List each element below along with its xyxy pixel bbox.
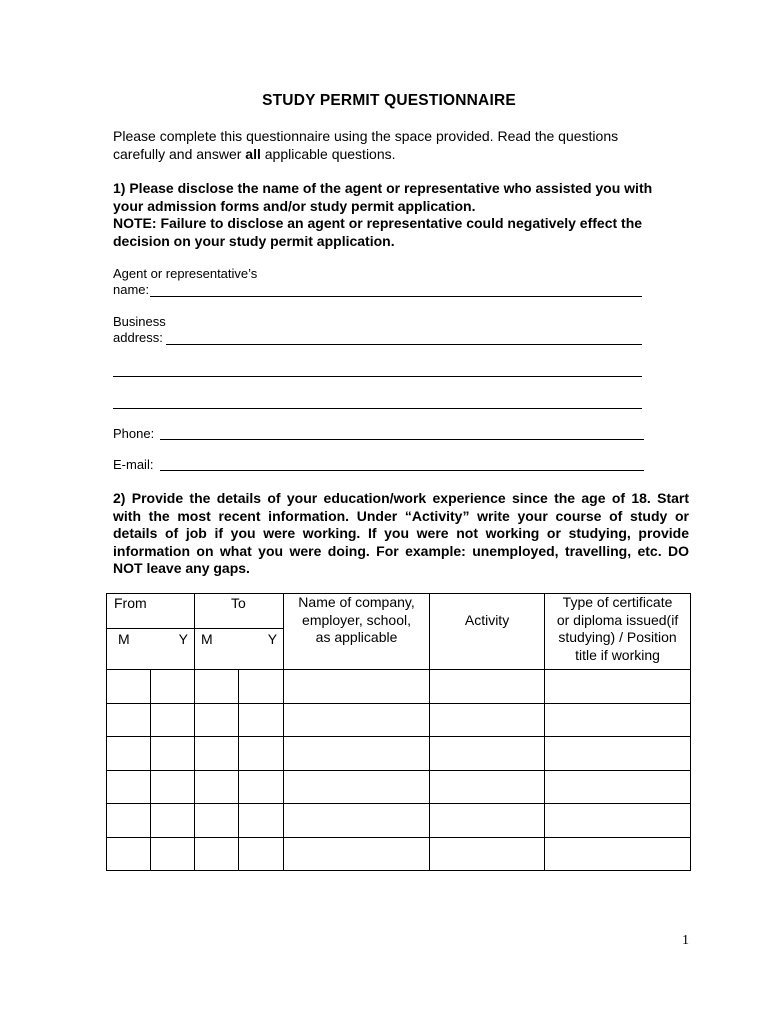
- company-cell[interactable]: [284, 804, 430, 838]
- to-month-cell[interactable]: [195, 670, 239, 704]
- business-address-label: [113, 314, 166, 346]
- header-to-label: To: [231, 595, 246, 611]
- certificate-cell[interactable]: [545, 837, 691, 871]
- intro-text-end: applicable questions.: [260, 146, 396, 162]
- certificate-cell[interactable]: [545, 770, 691, 804]
- from-month-cell[interactable]: [107, 737, 151, 771]
- business-address-field-2[interactable]: [113, 376, 642, 377]
- to-year-cell[interactable]: [239, 770, 284, 804]
- intro-line-2: [113, 145, 673, 163]
- to-month-label: M: [201, 631, 213, 647]
- company-cell[interactable]: [284, 670, 430, 704]
- from-year-cell[interactable]: [151, 703, 195, 737]
- business-address-label-line-2: address:: [113, 330, 163, 345]
- header-certificate-line-1: Type of certificate: [562, 594, 673, 610]
- from-year-cell[interactable]: [151, 804, 195, 838]
- agent-name-label: [113, 266, 257, 298]
- to-year-label: Y: [267, 631, 278, 647]
- certificate-cell[interactable]: [545, 737, 691, 771]
- activity-cell[interactable]: [430, 770, 545, 804]
- company-cell[interactable]: [284, 837, 430, 871]
- agent-name-field[interactable]: [150, 296, 642, 297]
- from-month-cell[interactable]: [107, 670, 151, 704]
- header-company-line-2: employer, school,: [302, 611, 411, 628]
- to-month-cell[interactable]: [195, 804, 239, 838]
- activity-cell[interactable]: [430, 703, 545, 737]
- header-certificate: [545, 594, 691, 670]
- to-year-cell[interactable]: [239, 670, 284, 704]
- certificate-cell[interactable]: [545, 703, 691, 737]
- from-year-cell[interactable]: [151, 837, 195, 871]
- certificate-cell[interactable]: [545, 670, 691, 704]
- certificate-cell[interactable]: [545, 804, 691, 838]
- from-month-label: M: [118, 631, 130, 647]
- table-row: [107, 804, 691, 838]
- header-certificate-line-3: studying) / Position: [558, 629, 677, 645]
- page-number: 1: [682, 933, 689, 948]
- email-label: E-mail:: [113, 457, 154, 472]
- phone-field[interactable]: [160, 439, 644, 440]
- company-cell[interactable]: [284, 703, 430, 737]
- table-row: [107, 703, 691, 737]
- from-year-label: Y: [178, 631, 189, 647]
- business-address-field-1[interactable]: [166, 344, 642, 345]
- company-cell[interactable]: [284, 770, 430, 804]
- to-month-cell[interactable]: [195, 770, 239, 804]
- table-body: [107, 670, 691, 871]
- business-address-label-line-1: Business: [113, 314, 166, 329]
- table-row: [107, 770, 691, 804]
- intro-bold-all: all: [245, 146, 261, 162]
- to-year-cell[interactable]: [239, 837, 284, 871]
- activity-cell[interactable]: [430, 670, 545, 704]
- table-row: [107, 737, 691, 771]
- header-from-label: From: [114, 595, 147, 611]
- from-month-cell[interactable]: [107, 804, 151, 838]
- to-month-cell[interactable]: [195, 737, 239, 771]
- email-field[interactable]: [160, 470, 644, 471]
- header-company-line-1: Name of company,: [298, 594, 415, 610]
- agent-name-label-line-2: name:: [113, 282, 150, 297]
- company-cell[interactable]: [284, 737, 430, 771]
- header-from-month-year: [107, 629, 195, 670]
- header-certificate-line-4: title if working: [575, 646, 660, 663]
- intro-line-1: Please complete this questionnaire using the space provided. Read the questions: [113, 128, 619, 144]
- header-to-month-year: [195, 629, 284, 670]
- header-to: [195, 594, 284, 629]
- business-address-field-3[interactable]: [113, 408, 642, 409]
- education-work-table: [106, 593, 691, 871]
- header-activity: [430, 594, 545, 670]
- header-certificate-line-2: or diploma issued(if: [556, 611, 679, 628]
- to-year-cell[interactable]: [239, 737, 284, 771]
- page-title: STUDY PERMIT QUESTIONNAIRE: [262, 92, 516, 109]
- question-1-line-1: 1) Please disclose the name of the agent or representative who assisted you with: [113, 180, 653, 196]
- from-month-cell[interactable]: [107, 837, 151, 871]
- activity-cell[interactable]: [430, 737, 545, 771]
- table-row: [107, 670, 691, 704]
- question-1-note-line-2: decision on your study permit application.: [113, 232, 395, 249]
- question-2: 2) Provide the details of your education/work experience since the age of 18. Start with the most recent information. Under “Activity” write your course of study or details of job if you were working. If you were not working or studying, provide information on what you were doing. For example: unemployed, travelling, etc. DO NOT leave any gaps.: [113, 490, 689, 576]
- intro-paragraph: [113, 127, 673, 163]
- header-activity-label: Activity: [464, 612, 510, 628]
- from-month-cell[interactable]: [107, 770, 151, 804]
- from-year-cell[interactable]: [151, 770, 195, 804]
- to-year-cell[interactable]: [239, 804, 284, 838]
- question-1-note-line-1: NOTE: Failure to disclose an agent or representative could negatively effect the: [113, 215, 643, 231]
- to-year-cell[interactable]: [239, 703, 284, 737]
- agent-name-label-line-1: Agent or representative’s: [113, 266, 258, 281]
- from-year-cell[interactable]: [151, 670, 195, 704]
- question-1-line-2: your admission forms and/or study permit application.: [113, 197, 476, 214]
- intro-text: carefully and answer: [113, 146, 246, 162]
- from-month-cell[interactable]: [107, 703, 151, 737]
- header-company-line-3: as applicable: [315, 629, 398, 645]
- phone-label: Phone:: [113, 426, 155, 441]
- activity-cell[interactable]: [430, 804, 545, 838]
- table-row: [107, 837, 691, 871]
- to-month-cell[interactable]: [195, 837, 239, 871]
- question-1: [113, 180, 698, 250]
- to-month-cell[interactable]: [195, 703, 239, 737]
- activity-cell[interactable]: [430, 837, 545, 871]
- from-year-cell[interactable]: [151, 737, 195, 771]
- header-from: [107, 594, 195, 629]
- header-company: [284, 594, 430, 670]
